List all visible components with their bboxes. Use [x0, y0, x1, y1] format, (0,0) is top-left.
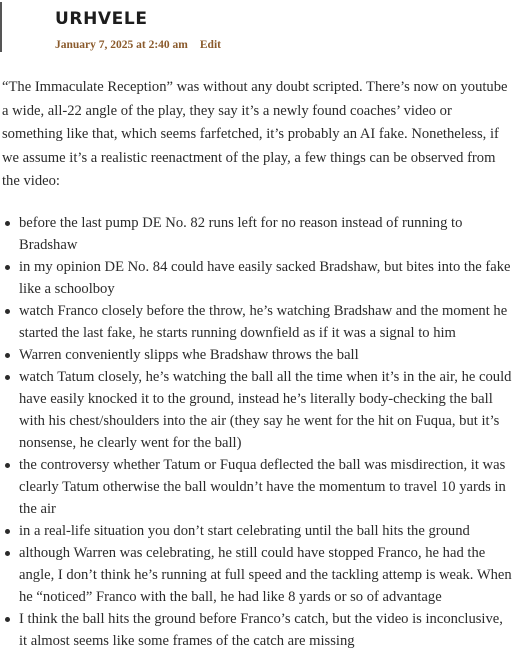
comment-date-link[interactable]: January 7, 2025 at 2:40 am [55, 39, 188, 51]
comment-author: URHVELE [55, 9, 148, 29]
observation-list [2, 212, 514, 652]
list-item: although Warren was celebrating, he still could have stopped Franco, he had the angle, I don’t think he’s running at full speed and the tackling attemp is weak. When he “noticed” Franco with the ball, he had like 8 yards or so of advantage [19, 542, 514, 608]
list-item: in my opinion DE No. 84 could have easily sacked Bradshaw, but bites into the fake like a schoolboy [19, 256, 514, 300]
list-item: the controversy whether Tatum or Fuqua deflected the ball was misdirection, it was clearly Tatum otherwise the ball wouldn’t have the momentum to travel 10 yards in the air [19, 454, 514, 520]
list-item: in a real-life situation you don’t start celebrating until the ball hits the ground [19, 520, 514, 542]
list-item: watch Franco closely before the throw, he’s watching Bradshaw and the moment he started the last fake, he starts running downfield as if it was a signal to him [19, 300, 514, 344]
list-item: before the last pump DE No. 82 runs left for no reason instead of running to Bradshaw [19, 212, 514, 256]
comment-thread-rule [0, 2, 2, 52]
list-item: Warren conveniently slipps whe Bradshaw throws the ball [19, 344, 514, 366]
comment-intro: “The Immaculate Reception” was without any doubt scripted. There’s now on youtube a wide, all-22 angle of the play, they say it’s a newly found coaches’ video or something like that, which seems farfetched, it’s probably an AI fake. Nonetheless, if we assume it’s a realistic reenactment of the play, a few things can be observed from the video: [2, 79, 508, 189]
comment-meta [55, 39, 221, 51]
comment-body [2, 76, 514, 652]
list-item: I think the ball hits the ground before Franco’s catch, but the video is inconclusive, it almost seems like some frames of the catch are missing [19, 608, 514, 652]
list-item: watch Tatum closely, he’s watching the ball all the time when it’s in the air, he could have easily knocked it to the ground, instead he’s literally body-checking the ball with his chest/shoulders into the air (they say he went for the hit on Fuqua, but it’s nonsense, he clearly went for the ball) [19, 366, 514, 454]
edit-link[interactable]: Edit [199, 39, 221, 51]
